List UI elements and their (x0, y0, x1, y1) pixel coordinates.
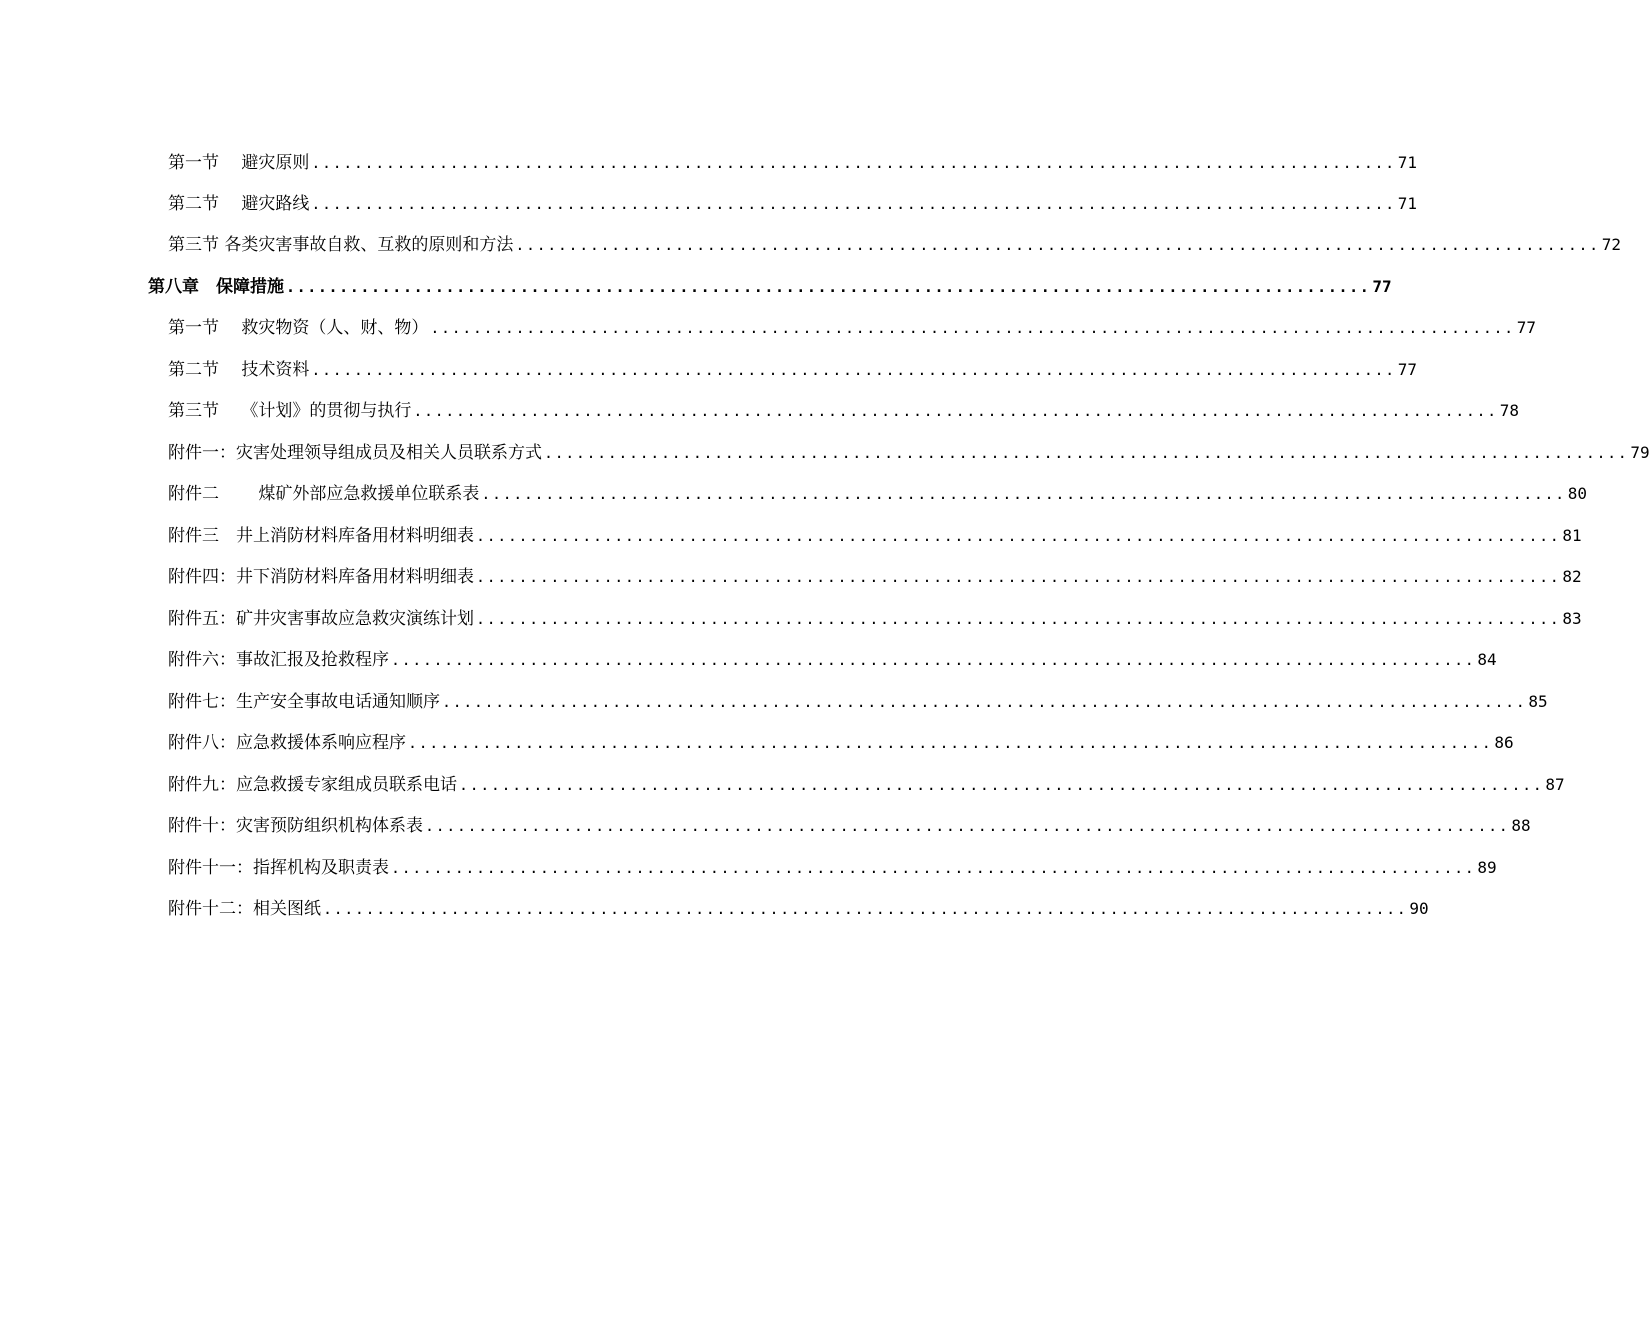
toc-page-number: 90 (1409, 899, 1429, 918)
toc-dot-leader: ...................................................................................................... (311, 361, 1396, 379)
toc-entry-title: 附件十：灾害预防组织机构体系表 (168, 816, 423, 836)
toc-page-number: 85 (1528, 692, 1548, 711)
toc-page-number: 77 (1397, 360, 1418, 379)
toc-entry[interactable] (168, 645, 1497, 675)
toc-entry-title: 附件十一：指挥机构及职责表 (168, 858, 389, 878)
toc-dot-leader: ...................................................................................................... (459, 776, 1544, 794)
toc-entry-title: 第一节 救灾物资（人、财、物） (168, 318, 429, 338)
toc-page-number: 82 (1562, 567, 1582, 586)
toc-page-number: 72 (1601, 235, 1622, 254)
toc-entry-title: 附件五：矿井灾害事故应急救灾演练计划 (168, 609, 474, 629)
toc-entry[interactable] (168, 894, 1429, 924)
toc-entry-title: 附件四：井下消防材料库备用材料明细表 (168, 567, 474, 587)
toc-entry[interactable] (168, 687, 1548, 717)
toc-entry-title: 附件一：灾害处理领导组成员及相关人员联系方式 (168, 443, 542, 463)
toc-dot-leader: ...................................................................................................... (476, 527, 1561, 545)
toc-entry[interactable] (168, 770, 1565, 800)
toc-page-number: 71 (1397, 194, 1418, 213)
toc-dot-leader: ...................................................................................................... (311, 154, 1396, 172)
toc-entry[interactable] (168, 604, 1582, 634)
toc-chapter-title: 第八章 保障措施 (148, 277, 284, 297)
toc-entry[interactable] (168, 811, 1531, 841)
toc-page-number: 77 (1372, 277, 1392, 296)
toc-entry-title: 附件九：应急救援专家组成员联系电话 (168, 775, 457, 795)
toc-entry[interactable] (168, 853, 1497, 883)
toc-dot-leader: ...................................................................................................... (544, 444, 1629, 462)
toc-entry[interactable] (168, 230, 1622, 260)
toc-entry-title: 第三节 各类灾害事故自救、互救的原则和方法 (168, 235, 514, 255)
toc-entry-title: 附件六：事故汇报及抢救程序 (168, 650, 389, 670)
toc-entry-title: 附件二 煤矿外部应急救援单位联系表 (168, 484, 480, 504)
toc-dot-leader: ...................................................................................................... (391, 651, 1476, 669)
toc-entry[interactable] (168, 313, 1537, 343)
toc-page-number: 84 (1477, 650, 1497, 669)
toc-dot-leader: ...................................................................................................... (476, 568, 1561, 586)
toc-dot-leader: ...................................................................................................... (311, 195, 1396, 213)
toc-dot-leader: ...................................................................................................... (430, 319, 1515, 337)
toc-page-number: 83 (1562, 609, 1582, 628)
toc-entry[interactable] (168, 521, 1582, 551)
toc-page-number: 87 (1545, 775, 1565, 794)
toc-entry[interactable] (168, 728, 1514, 758)
toc-dot-leader: ...................................................................................................... (442, 693, 1527, 711)
toc-dot-leader: ...................................................................................................... (413, 402, 1498, 420)
toc-page-number: 71 (1397, 153, 1418, 172)
toc-page-number: 86 (1494, 733, 1514, 752)
toc-dot-leader: ...................................................................................................... (481, 485, 1566, 503)
toc-dot-leader: ...................................................................................................... (515, 236, 1600, 254)
toc-entry-title: 第二节 技术资料 (168, 360, 310, 380)
toc-chapter-entry[interactable] (148, 272, 1392, 302)
toc-entry-title: 附件八：应急救援体系响应程序 (168, 733, 406, 753)
toc-dot-leader: ...................................................................................................... (408, 734, 1493, 752)
toc-entry-title: 附件十二：相关图纸 (168, 899, 321, 919)
toc-page-number: 89 (1477, 858, 1497, 877)
toc-page-number: 88 (1511, 816, 1531, 835)
toc-entry[interactable] (168, 479, 1588, 509)
toc-entry[interactable] (168, 148, 1418, 178)
toc-entry[interactable] (168, 189, 1418, 219)
toc-page-number: 79 (1630, 443, 1650, 462)
toc-entry-title: 第三节 《计划》的贯彻与执行 (168, 401, 412, 421)
toc-dot-leader: ...................................................................................................... (323, 900, 1408, 918)
toc-page-number: 81 (1562, 526, 1582, 545)
toc-dot-leader: ...................................................................................................... (391, 859, 1476, 877)
toc-entry-title: 第一节 避灾原则 (168, 153, 310, 173)
toc-dot-leader: ...................................................................................................... (286, 278, 1371, 296)
toc-entry[interactable] (168, 396, 1520, 426)
toc-page-number: 77 (1516, 318, 1537, 337)
toc-dot-leader: ...................................................................................................... (476, 610, 1561, 628)
toc-entry[interactable] (168, 355, 1418, 385)
toc-dot-leader: ...................................................................................................... (425, 817, 1510, 835)
toc-entry-title: 附件三 井上消防材料库备用材料明细表 (168, 526, 474, 546)
toc-page-number: 80 (1567, 484, 1588, 503)
toc-entry[interactable] (168, 562, 1582, 592)
toc-entry-title: 附件七：生产安全事故电话通知顺序 (168, 692, 440, 712)
toc-page-number: 78 (1499, 401, 1520, 420)
toc-entry[interactable] (168, 438, 1650, 468)
toc-entry-title: 第二节 避灾路线 (168, 194, 310, 214)
